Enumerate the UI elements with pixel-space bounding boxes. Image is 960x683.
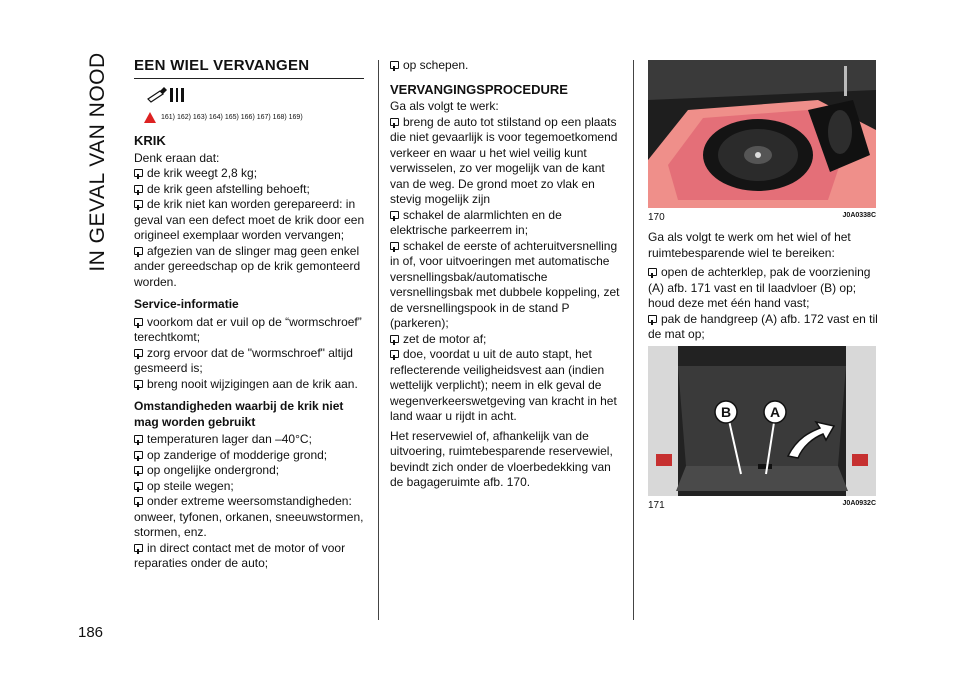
list-item: breng de auto tot stilstand op een plaats die niet gevaarlijk is voor tegemoetkomend verkeer en waar u het wiel veilig kunt verwisselen, zo ver mogelijk van de kant van de weg. De grond moet zo vlak en stevig mogelijk zijn — [390, 114, 618, 206]
procedure-note: Het reservewiel of, afhankelijk van de uitvoering, ruimtebesparende reservewiel, bevindt zich onder de vloerbedekking van de bagageruimte afb. 170. — [390, 428, 613, 489]
list-item: de krik niet kan worden gerepareerd: in geval van een defect moet de krik door een origineel exemplaar worden vervangen; — [134, 197, 365, 242]
column-divider — [378, 60, 379, 620]
list-item: op zanderige of modderige grond; — [134, 448, 366, 464]
list-item: in direct contact met de motor of voor reparaties onder de auto; — [134, 540, 346, 570]
bullet-icon — [390, 350, 399, 358]
column-left — [134, 58, 366, 572]
list-item: onder extreme weersomstandigheden: onweer, tyfonen, orkanen, sneeuwstormen, stormen, enz. — [134, 494, 364, 539]
bullet-icon — [648, 268, 657, 276]
figure-code: J0A0338C — [842, 212, 876, 219]
bullet-icon — [648, 315, 657, 323]
figure-170-caption — [648, 212, 876, 223]
list-item: open de achterklep, pak de voorziening (A) afb. 171 vast en til laadvloer (B) op; houd deze met één hand vast; — [648, 265, 871, 310]
list-item: schakel de eerste of achteruitversnelling in of, voor uitvoeringen met automatische versnellingsbak/automatische versnellingsbak met dubbele koppeling, zet de versnellingspook in de stand P (parkeren); — [390, 238, 620, 330]
bullet-icon — [134, 451, 143, 459]
list-item: voorkom dat er vuil op de “wormschroef” terechtkomt; — [134, 314, 362, 344]
figure-code: J0A0932C — [842, 500, 876, 507]
column-divider — [633, 60, 634, 620]
list-item: temperaturen lager dan –40°C; — [134, 432, 366, 448]
bullet-icon — [390, 118, 399, 126]
right-intro: Ga als volgt te werk om het wiel of het ruimtebesparende wiel te bereiken: — [648, 230, 851, 260]
bullet-icon — [134, 247, 143, 255]
bullet-icon — [134, 185, 143, 193]
list-item: pak de handgreep (A) afb. 172 vast en til de mat op; — [648, 311, 878, 341]
list-item: breng nooit wijzigingen aan de krik aan. — [134, 377, 366, 393]
figure-number: 170 — [648, 212, 665, 223]
tool-icon — [146, 85, 366, 108]
list-item: op ongelijke ondergrond; — [134, 463, 366, 479]
list-item: afgezien van de slinger mag geen enkel ander gereedschap op de krik gemonteerd worden. — [134, 243, 361, 289]
conditions-title: Omstandigheden waarbij de krik niet mag worden gebruikt — [134, 399, 344, 429]
list-item: zet de motor af; — [390, 332, 622, 348]
section-title: EEN WIEL VERVANGEN — [134, 57, 310, 74]
krik-intro: Denk eraan dat: — [134, 150, 220, 165]
bullet-icon — [134, 435, 143, 443]
title-rule — [134, 78, 364, 80]
list-item: zorg ervoor dat de "wormschroef" altijd gesmeerd is; — [134, 345, 353, 375]
bullet-icon — [134, 200, 143, 208]
list-item: de krik weegt 2,8 kg; — [134, 166, 366, 182]
list-item: schakel de alarmlichten en de elektrische parkeerrem in; — [390, 207, 562, 237]
bullet-icon — [390, 242, 399, 250]
side-title: IN GEVAL VAN NOOD — [86, 52, 109, 272]
service-title: Service-informatie — [134, 297, 239, 311]
list-item: op schepen. — [390, 58, 622, 74]
figure-171-image — [648, 346, 876, 496]
bullet-icon — [134, 169, 143, 177]
procedure-title: VERVANGINGSPROCEDURE — [390, 81, 568, 97]
warning-icon — [144, 112, 156, 123]
figure-170-image — [648, 60, 876, 208]
bullet-icon — [134, 482, 143, 490]
list-item: de krik geen afstelling behoeft; — [134, 182, 366, 198]
figure-171-caption — [648, 500, 876, 511]
bullet-icon — [134, 466, 143, 474]
list-item: doe, voordat u uit de auto stapt, het reflecterende veiligheidsvest aan (indien wettelijk verplicht); neem in elk geval de wegenverkeerswetgeving van kracht in het land waar u rijdt in acht. — [390, 347, 617, 423]
bullet-icon — [390, 61, 399, 69]
bullet-icon — [390, 335, 399, 343]
bullet-icon — [390, 211, 399, 219]
bullet-icon — [134, 380, 143, 388]
column-right — [648, 230, 880, 343]
list-item: op steile wegen; — [134, 479, 366, 495]
column-middle — [390, 58, 622, 491]
label-b: B — [720, 404, 732, 420]
figure-number: 171 — [648, 500, 665, 511]
bullet-icon — [134, 318, 143, 326]
bullet-icon — [134, 544, 143, 552]
warning-references: 161) 162) 163) 164) 165) 166) 167) 168) 169) — [144, 110, 366, 126]
krik-title: KRIK — [134, 133, 166, 148]
page-number: 186 — [78, 624, 104, 641]
bullet-icon — [134, 349, 143, 357]
label-a: A — [769, 404, 781, 420]
bullet-icon — [134, 497, 143, 505]
procedure-intro: Ga als volgt te werk: — [390, 99, 499, 113]
